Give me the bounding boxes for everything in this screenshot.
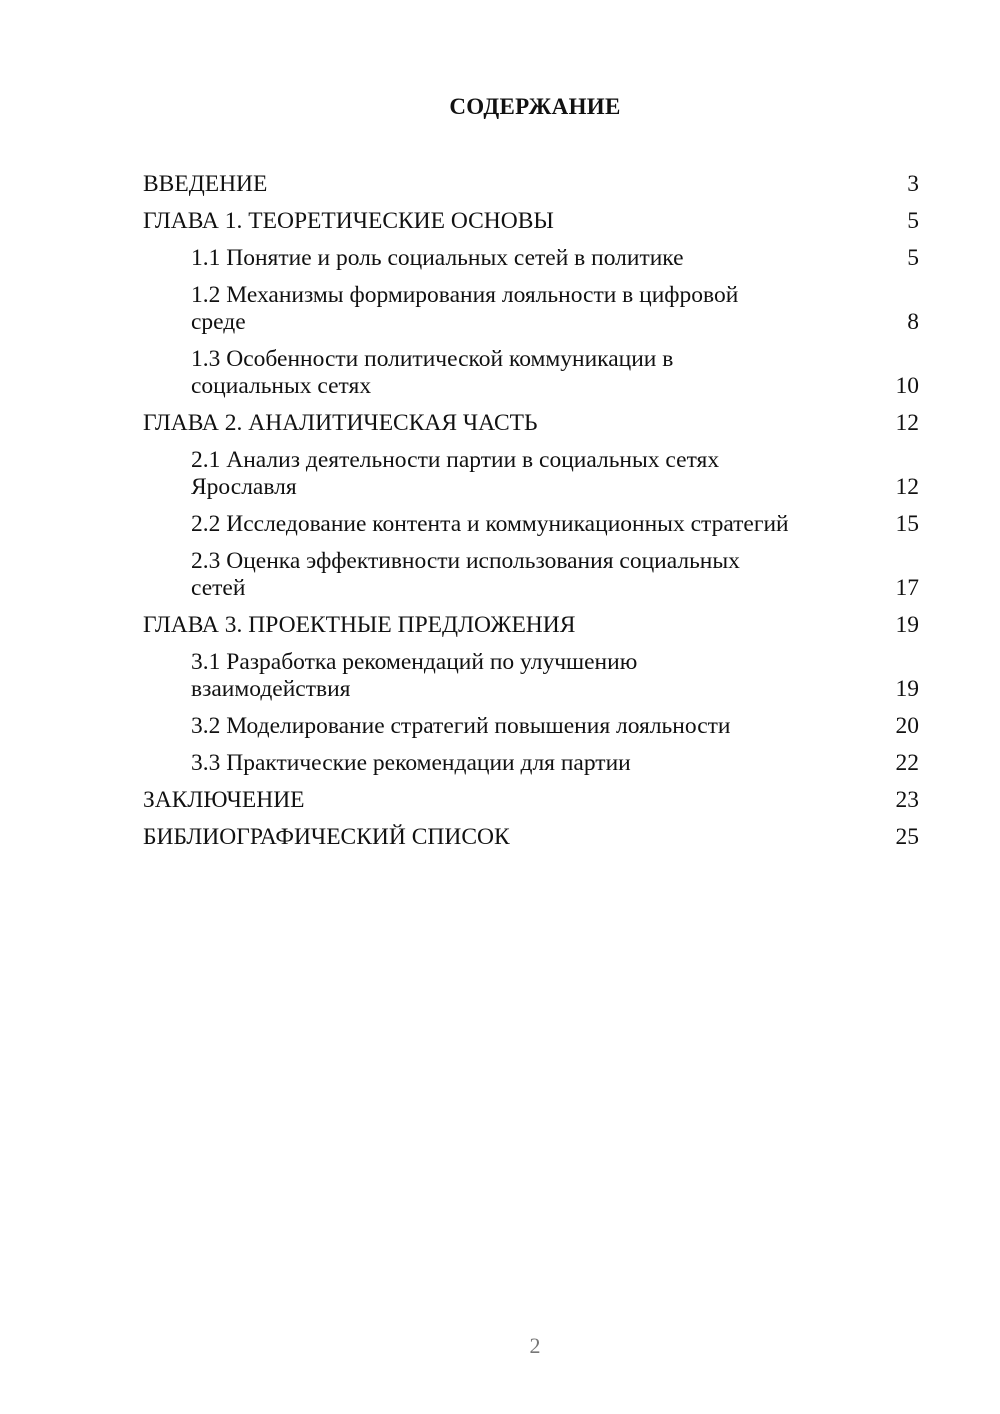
- toc-entry-label: 3.1 Разработка рекомендаций по улучшению взаимодействия: [191, 649, 638, 702]
- toc-entry-page: 12: [895, 474, 919, 500]
- toc-entry-label: ГЛАВА 2. АНАЛИТИЧЕСКАЯ ЧАСТЬ: [143, 410, 538, 436]
- toc-entry-section-2-3[interactable]: [143, 546, 919, 610]
- toc-entry-label: 2.3 Оценка эффективности использования социальных сетей: [191, 548, 740, 601]
- toc-entry-label: 1.3 Особенности политической коммуникации в социальных сетях: [191, 346, 674, 399]
- toc-entry-chapter-3[interactable]: [143, 610, 919, 647]
- toc-entry-page: 5: [907, 245, 919, 271]
- toc-entry-page: 19: [895, 676, 919, 702]
- toc-entry-conclusion[interactable]: [143, 785, 919, 822]
- toc-entry-section-1-2[interactable]: [143, 280, 919, 344]
- toc-entry-label: 2.2 Исследование контента и коммуникационных стратегий: [191, 511, 789, 537]
- toc-entry-page: 10: [895, 373, 919, 399]
- toc-entry-page: 17: [895, 575, 919, 601]
- toc-entry-label: ЗАКЛЮЧЕНИЕ: [143, 787, 305, 813]
- toc-entry-label: 1.1 Понятие и роль социальных сетей в политике: [191, 245, 684, 271]
- page-title: СОДЕРЖАНИЕ: [449, 94, 621, 119]
- toc-entry-page: 5: [907, 208, 919, 234]
- page-number: 2: [529, 1333, 541, 1358]
- toc-entry-page: 3: [907, 171, 919, 197]
- toc-entry-section-1-1[interactable]: [143, 243, 919, 280]
- toc-entry-page: 22: [895, 750, 919, 776]
- toc-entry-label: ВВЕДЕНИЕ: [143, 171, 268, 197]
- toc-entry-label: 3.3 Практические рекомендации для партии: [191, 750, 631, 776]
- toc-entry-section-2-1[interactable]: [143, 445, 919, 509]
- toc-entry-label: ГЛАВА 3. ПРОЕКТНЫЕ ПРЕДЛОЖЕНИЯ: [143, 612, 576, 638]
- toc-entry-page: 15: [895, 511, 919, 537]
- toc-entry-introduction[interactable]: [143, 169, 919, 206]
- toc-entry-label: 3.2 Моделирование стратегий повышения лояльности: [191, 713, 731, 739]
- toc-entry-chapter-2[interactable]: [143, 408, 919, 445]
- toc-entry-section-3-1[interactable]: [143, 647, 919, 711]
- toc-entry-page: 19: [895, 612, 919, 638]
- table-of-contents: [143, 169, 919, 859]
- toc-entry-page: 23: [895, 787, 919, 813]
- toc-entry-page: 12: [895, 410, 919, 436]
- toc-entry-label: ГЛАВА 1. ТЕОРЕТИЧЕСКИЕ ОСНОВЫ: [143, 208, 554, 234]
- toc-entry-page: 20: [895, 713, 919, 739]
- toc-entry-section-2-2[interactable]: [143, 509, 919, 546]
- toc-entry-label: 2.1 Анализ деятельности партии в социальных сетях Ярославля: [191, 447, 720, 500]
- toc-entry-section-1-3[interactable]: [143, 344, 919, 408]
- toc-entry-page: 25: [895, 824, 919, 850]
- toc-entry-page: 8: [907, 309, 919, 335]
- toc-entry-bibliography[interactable]: [143, 822, 919, 859]
- toc-entry-label: БИБЛИОГРАФИЧЕСКИЙ СПИСОК: [143, 824, 510, 850]
- toc-entry-section-3-2[interactable]: [143, 711, 919, 748]
- toc-entry-label: 1.2 Механизмы формирования лояльности в цифровой среде: [191, 282, 739, 335]
- toc-entry-section-3-3[interactable]: [143, 748, 919, 785]
- toc-entry-chapter-1[interactable]: [143, 206, 919, 243]
